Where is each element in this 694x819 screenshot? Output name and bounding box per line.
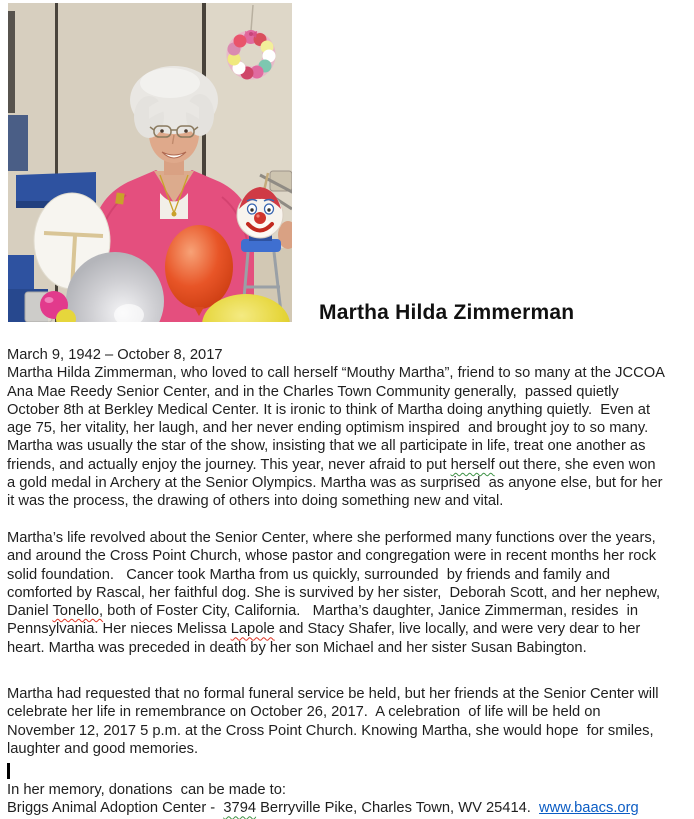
text-line: Ana Mae Reedy Senior Center, and in the Charles Town Community generally, passed quietly bbox=[7, 383, 619, 400]
baacs-link[interactable]: www.baacs.org bbox=[539, 800, 639, 817]
text-segment: Berryville Pike, Charles Town, WV 25414. bbox=[256, 800, 540, 817]
paragraph-life-and-family bbox=[7, 529, 693, 657]
text-segment: friends, and actually enjoy the journey. This year, never afraid to put bbox=[7, 456, 451, 473]
text-line: Martha was usually the star of the show, insisting that we all participate in life, treat one another as bbox=[7, 438, 646, 455]
text-line bbox=[7, 602, 693, 620]
spelling-flagged-word: Lapole bbox=[230, 621, 275, 638]
text-line: laughter and good memories. bbox=[7, 740, 199, 757]
paragraph-dates-and-intro bbox=[7, 346, 693, 511]
text-line: November 12, 2017 5 p.m. at the Cross Point Church. Knowing Martha, she would hope for smiles, bbox=[7, 722, 654, 739]
text-line: Martha’s life revolved about the Senior Center, where she performed many functions over the years, bbox=[7, 530, 656, 546]
text-line: October 8th at Berkley Medical Center. It is ironic to think of Martha doing anything quietly. Even at bbox=[7, 401, 651, 418]
text-line: Martha had requested that no formal funeral service be held, but her friends at the Senior Center will bbox=[7, 686, 659, 702]
text-segment: both of Foster City, California. Martha’s daughter, Janice Zimmerman, resides in bbox=[103, 603, 639, 620]
paragraph-services bbox=[7, 685, 693, 758]
text-line: celebrate her life in remembrance on October 26, 2017. A celebration of life will be held on bbox=[7, 704, 601, 721]
text-segment: Briggs Animal Adoption Center - bbox=[7, 800, 224, 817]
text-line bbox=[7, 799, 693, 817]
text-line: a gold medal in Archery at the Senior Olympics. Martha was as surprised as anyone else, but for her bbox=[7, 475, 663, 492]
text-line: age 75, her vitality, her laugh, and her never ending optimism inspired and brought joy to so many. bbox=[7, 420, 649, 437]
text-segment: out there, she even won bbox=[494, 456, 656, 473]
portrait-photo bbox=[8, 3, 292, 322]
text-line: In her memory, donations can be made to: bbox=[7, 782, 286, 798]
spelling-flagged-word: Tonello, bbox=[52, 603, 104, 620]
text-line: it was the process, the drawing of others into doing something new and vital. bbox=[7, 493, 504, 510]
text-line: Martha Hilda Zimmerman, who loved to call herself “Mouthy Martha”, friend to so many at the JCCOA bbox=[7, 365, 665, 382]
paragraph-donations bbox=[7, 781, 693, 818]
text-line bbox=[7, 620, 693, 638]
text-segment: and Stacy Shafer, live locally, and were very dear to her bbox=[274, 621, 641, 638]
text-line: and around the Cross Point Church, whose pastor and congregation were in recent months her rock bbox=[7, 548, 657, 565]
text-line: heart. Martha was preceded in death by her son Michael and her sister Susan Babington. bbox=[7, 639, 587, 656]
dates-line: March 9, 1942 – October 8, 2017 bbox=[7, 347, 223, 363]
text-line: comforted by Rascal, her faithful dog. She is survived by her sister, Deborah Scott, and her nephew, bbox=[7, 584, 661, 601]
text-line bbox=[7, 456, 693, 474]
text-segment: Pennsylvania. Her nieces Melissa bbox=[7, 621, 231, 638]
page-title: Martha Hilda Zimmerman bbox=[319, 301, 575, 324]
text-line: solid foundation. Cancer took Martha from us quickly, surrounded by friends and family and bbox=[7, 566, 611, 583]
grammar-flagged-word: 3794 bbox=[223, 800, 257, 817]
grammar-flagged-word: herself bbox=[450, 456, 495, 473]
text-segment: Daniel bbox=[7, 603, 53, 620]
text-cursor bbox=[7, 763, 10, 779]
